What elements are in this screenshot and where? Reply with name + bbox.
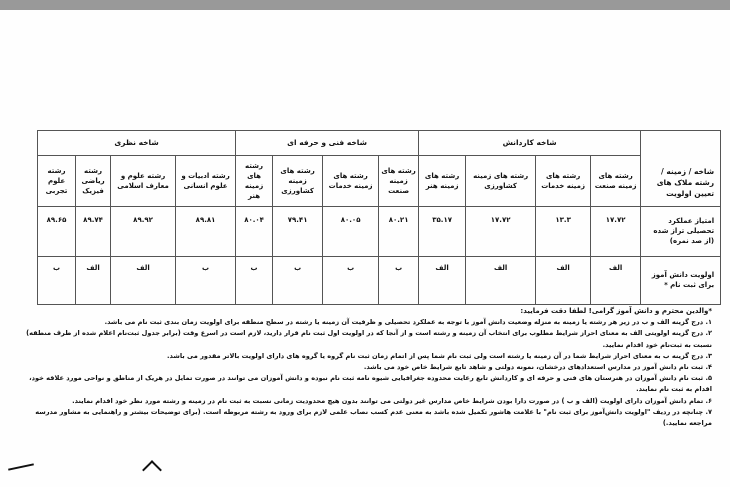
priority-cell: الف [536,257,591,305]
score-cell: ۸۰.۲۱ [379,207,419,257]
score-cell: ۱۷.۷۲ [466,207,536,257]
table-group-header [38,131,721,156]
score-cell: ۱۳.۳ [536,207,591,257]
priority-cell: الف [466,257,536,305]
priority-cell: ب [273,257,323,305]
column-header: رشته های زمینه کشاورزی [466,156,536,207]
score-cell: ۸۹.۹۲ [111,207,176,257]
score-cell: ۱۷.۷۲ [591,207,641,257]
priority-cell: الف [76,257,111,305]
column-header: رشته علوم تجربی [38,156,76,207]
priority-cell: ب [323,257,379,305]
table-column-header [38,156,721,207]
priority-cell: الف [111,257,176,305]
column-header: رشته های زمینه کشاورزی [273,156,323,207]
column-header: رشته علوم و معارف اسلامی [111,156,176,207]
note-item: ۷. چنانچه در ردیف "اولویت دانش‌آموز برای ثبت نام" با علامت هاشور تکمیل شده باشد به معنی عدم کسب نصاب علمی لازم برای ورود به رشته مربوطه است. (برای توضیحات بیشتر و راهنمایی به مشاور مدرسه مراجعه نمایید.) [35,407,712,428]
score-cell: ۳۵.۱۷ [419,207,466,257]
notes-section [22,306,712,429]
group-header-nazari: شاخه نظری [38,131,236,156]
priority-cell: ب [236,257,273,305]
corner-header: شاخه / زمینه / رشته ملاک های تعیین اولویت [641,131,721,207]
column-header: رشته ادبیات و علوم انسانی [176,156,236,207]
row-label-priority: اولویت دانش آموز برای ثبت نام * [641,257,721,305]
note-item: ۴. ثبت نام دانش آموز در مدارس استعدادهای درخشان، نمونه دولتی و شاهد تابع شرایط خاص خود می باشد. [363,363,712,372]
column-header: رشته های زمینه خدمات [536,156,591,207]
top-bar [0,0,730,10]
priority-cell: ب [176,257,236,305]
group-header-fanni: شاخه فنی و حرفه ای [236,131,419,156]
column-header: رشته های زمینه خدمات [323,156,379,207]
table-row-score [38,207,721,257]
score-cell: ۸۹.۸۱ [176,207,236,257]
column-header: رشته های زمینه صنعت [591,156,641,207]
column-header: رشته های زمینه هنر [236,156,273,207]
group-header-kardanesh: شاخه کاردانش [419,131,641,156]
priority-cell: الف [591,257,641,305]
score-cell: ۸۰.۰۴ [236,207,273,257]
score-cell: ۸۹.۶۵ [38,207,76,257]
note-item: ۲. درج گزینه اولویتی الف به معنای احراز شرایط مطلوب برای انتخاب آن زمینه و رشته است و از آنجا که در اولویت اول ثبت نام قرار دارید، لازم است در اسرع وقت (برابر جدول ثبت‌نام اعلام شده از طرف منطقه) نسبت به ثبت‌نام خود اقدام نمایید. [26,329,712,349]
row-label-score: امتیاز عملکرد تحصیلی تراز شده (از صد نمره) [641,207,721,257]
column-header: رشته ریاضی فیزیک [76,156,111,207]
priority-cell: الف [419,257,466,305]
note-item: ۶. تمام دانش آموزان دارای اولویت (الف و ب ) در صورت دارا بودن شرایط خاص مدارس غیر دولتی می توانند بدون هیچ محدودیت زمانی نسبت به ثبت نام در زمینه و رشته مورد نظر خود اقدام نمایند. [72,396,712,405]
priority-cell: ب [379,257,419,305]
notes-intro: *والدین محترم و دانش آموز گرامی! لطفا دقت فرمایید: [520,307,712,315]
column-header: رشته های زمینه هنر [419,156,466,207]
column-header: رشته های زمینه صنعت [379,156,419,207]
note-item: ۳. درج گزینه ب به معنای احراز شرایط شما در آن زمینه یا رشته است ولی ثبت نام شما پس از اتمام زمان ثبت نام گروه یا گروه های دارای اولویت بالاتر مقدور می باشد. [167,351,712,360]
priority-cell: ب [38,257,76,305]
note-item: ۱. درج گزینه الف و ب در زیر هر رشته یا زمینه به منزله وضعیت دانش آموز با توجه به عملکرد تحصیلی و ظرفیت آن زمینه یا رشته در سطح منطقه برای اولویت زمان بندی ثبت نام می باشد. [104,318,712,327]
score-cell: ۸۰.۰۵ [323,207,379,257]
score-cell: ۷۹.۴۱ [273,207,323,257]
table-row-priority [38,257,721,305]
priority-table [37,130,721,305]
note-item: ۵. ثبت نام دانش آموزان در هنرستان های فنی و حرفه ای و کاردانش تابع رعایت محدوده جغرافیایی شیوه نامه ثبت نام نبوده و دانش آموزان می توانند در صورت تمایل در هریک از مناطق و نواحی مورد علاقه خود، اقدام به ثبت نام نمایند. [29,374,712,394]
score-cell: ۸۹.۷۴ [76,207,111,257]
